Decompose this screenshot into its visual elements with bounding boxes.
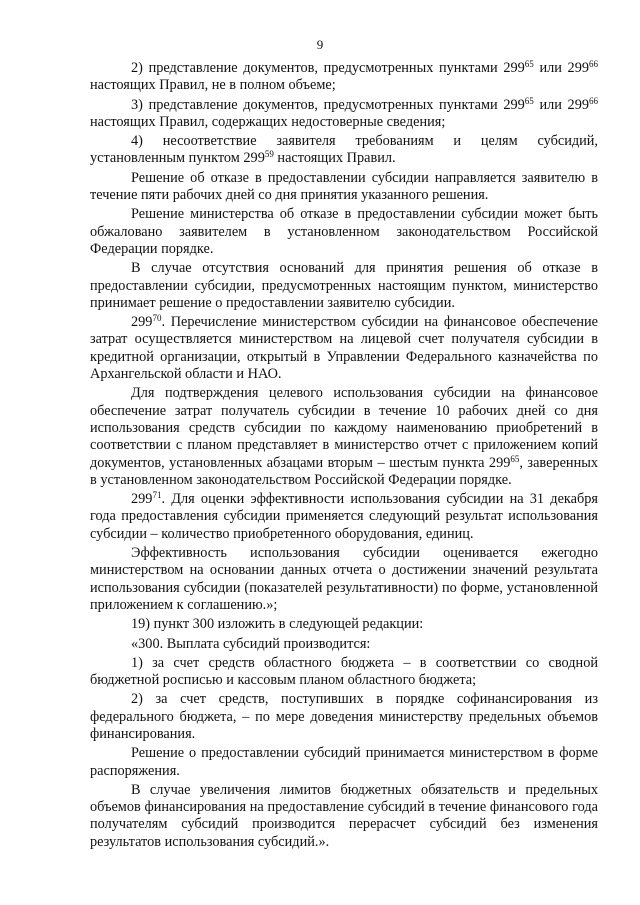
paragraph: В случае увеличения лимитов бюджетных обязательств и предельных объемов финансирования на предоставление субсидий в течение финансового года получателям субсидий производится перерасчет субсидий без изменения результатов использования субсидий.». bbox=[90, 781, 598, 850]
paragraph: Для подтверждения целевого использования субсидии на финансовое обеспечение затрат получатель субсидии в течение 10 рабочих дней со дня использования средств субсидии по каждому наименованию приобретений в соответствии с планом представляет в министерство отчет с приложением копий документов, установленных абзацами вторым – шестым пункта $299^{65}$, заверенных в установленном законодательством Российской Федерации порядке. bbox=[90, 385, 598, 488]
paragraph: Решение о предоставлении субсидий принимается министерством в форме распоряжения. bbox=[90, 745, 598, 779]
paragraph: 2) представление документов, предусмотренных пунктами $299^{65}$ или $299^{66}$ настоящих Правил, не в полном объеме; bbox=[90, 59, 599, 94]
paragraph: Решение министерства об отказе в предоставлении субсидии может быть обжаловано заявителем в установленном законодательством Российской Федерации порядке. bbox=[90, 206, 598, 257]
paragraph: 19) пункт 300 изложить в следующей редакции: bbox=[131, 616, 424, 633]
paragraph: 4) несоответствие заявителя требованиям и целям субсидий, установленным пунктом $299^{59}$ настоящих Правил. bbox=[90, 133, 598, 167]
paragraph: Решение об отказе в предоставлении субсидии направляется заявителю в течение пяти рабочих дней со дня принятия указанного решения. bbox=[90, 169, 598, 204]
paragraph: В случае отсутствия оснований для принятия решения об отказе в предоставлении субсидии, предусмотренных настоящим пунктом, министерство принимает решение о предоставлении заявителю субсидии. bbox=[90, 260, 598, 311]
paragraph: «300. Выплата субсидий производится: bbox=[131, 635, 371, 652]
paragraph: $299^{71}$. Для оценки эффективности использования субсидии на 31 декабря года предоставления субсидии применяется следующий результат использования субсидии – количество приобретенного оборудования, единиц. bbox=[90, 490, 598, 542]
paragraph: Эффективность использования субсидии оценивается ежегодно министерством на основании данных отчета о достижении значений результата использования субсидии (показателей результативности) по форме, установленной приложением к соглашению.»; bbox=[90, 545, 598, 613]
document-body bbox=[90, 60, 598, 853]
paragraph: 1) за счет средств областного бюджета – в соответствии со сводной бюджетной росписью и кассовым планом областного бюджета; bbox=[90, 654, 598, 689]
paragraph: $299^{70}$. Перечисление министерством субсидии на финансовое обеспечение затрат осуществляется министерством на лицевой счет получателя субсидии в кредитной организации, открытый в Управлении Федерального казначейства по Архангельской области и НАО. bbox=[90, 313, 598, 383]
paragraph: 3) представление документов, предусмотренных пунктами $299^{65}$ или $299^{66}$ настоящих Правил, содержащих недостоверные сведения; bbox=[90, 95, 599, 130]
paragraph: 2) за счет средств, поступивших в порядке софинансирования из федерального бюджета, – по мере доведения министерству предельных объемов финансирования. bbox=[90, 691, 598, 742]
page-number: 9 bbox=[316, 37, 324, 52]
